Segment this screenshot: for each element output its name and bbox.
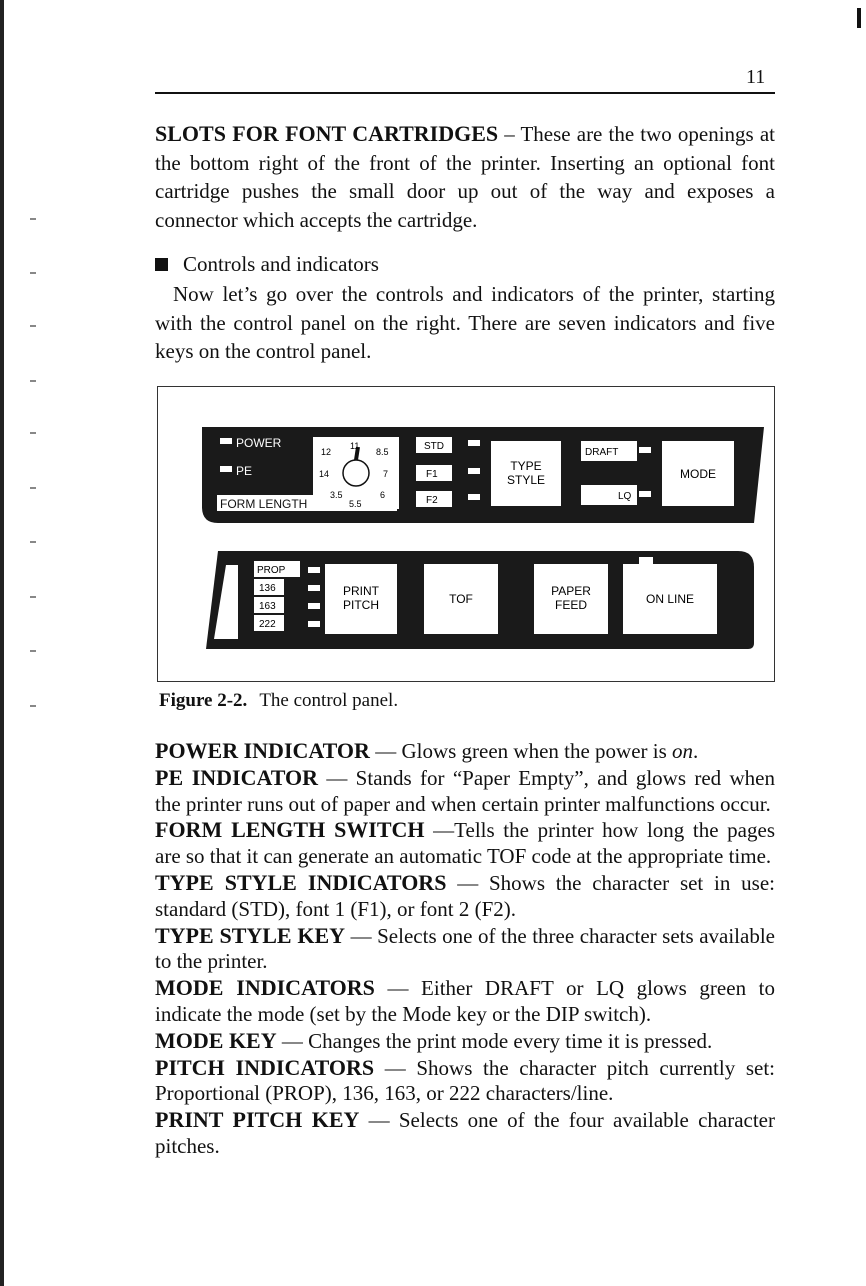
p222-lamp [308, 621, 320, 627]
definition-term: PRINT PITCH KEY [155, 1107, 360, 1133]
definition-term: MODE KEY [155, 1027, 277, 1053]
print-pitch-label-2: PITCH [343, 598, 379, 612]
definition-text: — Selects one of the three character sets available to the printer. [155, 923, 775, 974]
definition-text: — Glows green when the power is [369, 739, 673, 763]
definition-text: — Shows the character set in use: standard (STD), font 1 (F1), or font 2 (F2). [155, 870, 775, 921]
definition-item [155, 975, 775, 1028]
dial-55: 5.5 [349, 499, 362, 509]
lq-label: LQ [618, 491, 632, 502]
power-lamp [220, 438, 232, 444]
definition-emphasis: on [672, 739, 694, 763]
definitions-list [155, 738, 775, 1160]
definition-item [155, 1107, 775, 1160]
definition-term: TYPE STYLE KEY [155, 922, 346, 948]
definition-text: — Shows the character pitch currently set: Proportional (PROP), 136, 163, or 222 characters/line. [155, 1055, 776, 1106]
definition-text: — Stands for “Paper Empty”, and glows red when the printer runs out of paper and when certain printer malfunctions occur. [155, 765, 775, 816]
scan-mark [857, 8, 861, 28]
p163-lamp [308, 603, 320, 609]
intro-heading: SLOTS FOR FONT CARTRIDGES [155, 121, 499, 146]
power-label: POWER [236, 436, 282, 450]
std-label: STD [424, 441, 444, 452]
section-heading-text: Controls and indicators [183, 252, 379, 276]
f2-label: F2 [426, 495, 438, 506]
definition-term: MODE INDICATORS [155, 975, 375, 1001]
paper-feed-label-1: PAPER [551, 584, 591, 598]
definition-item [155, 765, 775, 818]
p163-label: 163 [259, 601, 276, 612]
margin-tick [30, 325, 36, 327]
definition-item [155, 1055, 775, 1108]
figure-caption [159, 690, 398, 712]
on-line-label: ON LINE [645, 592, 695, 606]
definition-item [155, 817, 775, 870]
definition-text: — Selects one of the four available character pitches. [155, 1108, 775, 1158]
margin-tick [30, 650, 36, 652]
scan-edge [0, 0, 4, 1286]
on-line-lamp [639, 557, 653, 565]
paper-feed-label-2: FEED [554, 598, 588, 612]
margin-tick [30, 272, 36, 274]
caption-label: Figure 2-2. [159, 690, 248, 711]
section-heading [155, 252, 379, 277]
definition-term: FORM LENGTH SWITCH [155, 817, 425, 843]
pe-lamp [220, 466, 232, 472]
definition-text: — Either DRAFT or LQ glows green to indicate the mode (set by the Mode key or the DIP switch). [155, 976, 775, 1026]
dial-7: 7 [383, 469, 389, 479]
margin-tick [30, 380, 36, 382]
tof-label: TOF [449, 592, 473, 606]
header-rule [155, 92, 775, 94]
print-pitch-label-1: PRINT [343, 584, 379, 598]
figure-box [157, 386, 775, 682]
dial-6: 6 [380, 490, 386, 500]
intro-paragraph [155, 120, 775, 234]
definition-term: POWER INDICATOR [155, 738, 370, 763]
form-length-label: FORM LENGTH [220, 497, 308, 511]
dial-14: 14 [319, 469, 330, 479]
bullet-icon [155, 258, 168, 271]
intro-text: – These are the two openings at the bottom right of the front of the printer. Inserting an optional font cartridge pushes the small door up out of the way and exposes a connector which accepts the cartridge. [155, 122, 775, 232]
definition-term: PITCH INDICATORS [155, 1054, 375, 1080]
margin-tick [30, 705, 36, 707]
section-body: Now let’s go over the controls and indicators of the printer, starting with the control panel on the right. There are seven indicators and five keys on the control panel. [155, 282, 775, 363]
definition-item [155, 923, 775, 976]
margin-tick [30, 432, 36, 434]
p136-label: 136 [259, 583, 276, 594]
type-style-label-1: TYPE [510, 459, 542, 473]
pe-label: PE [236, 464, 253, 478]
control-panel-diagram [158, 387, 773, 680]
page-number: 11 [746, 66, 766, 88]
definition-term: TYPE STYLE INDICATORS [155, 869, 447, 895]
p222-label: 222 [259, 619, 276, 630]
std-lamp [468, 440, 480, 446]
margin-tick [30, 218, 36, 220]
definition-term: PE INDICATOR [155, 764, 319, 790]
definition-item [155, 738, 775, 765]
caption-text: The control panel. [259, 690, 399, 711]
f1-label: F1 [426, 469, 438, 480]
definition-text-end: . [693, 739, 699, 763]
margin-tick [30, 596, 36, 598]
dial-12: 12 [321, 447, 332, 457]
type-style-label-2: STYLE [506, 473, 546, 487]
mode-label: MODE [680, 467, 716, 481]
draft-label: DRAFT [585, 447, 619, 458]
margin-tick [30, 541, 36, 543]
definition-item [155, 870, 775, 923]
f2-lamp [468, 494, 480, 500]
prop-lamp [308, 567, 320, 573]
margin-tick [30, 487, 36, 489]
f1-lamp [468, 468, 480, 474]
prop-label: PROP [257, 565, 286, 576]
dial-85: 8.5 [376, 447, 389, 457]
p136-lamp [308, 585, 320, 591]
dial-35: 3.5 [330, 490, 343, 500]
definition-text: — Changes the print mode every time it is pressed. [276, 1028, 713, 1053]
definition-text: —Tells the printer how long the pages are so that it can generate an automatic TOF code at the appropriate time. [155, 818, 775, 869]
definition-item [155, 1028, 775, 1055]
lq-lamp [639, 491, 651, 497]
dial-11: 11 [350, 441, 360, 451]
draft-lamp [639, 447, 651, 453]
